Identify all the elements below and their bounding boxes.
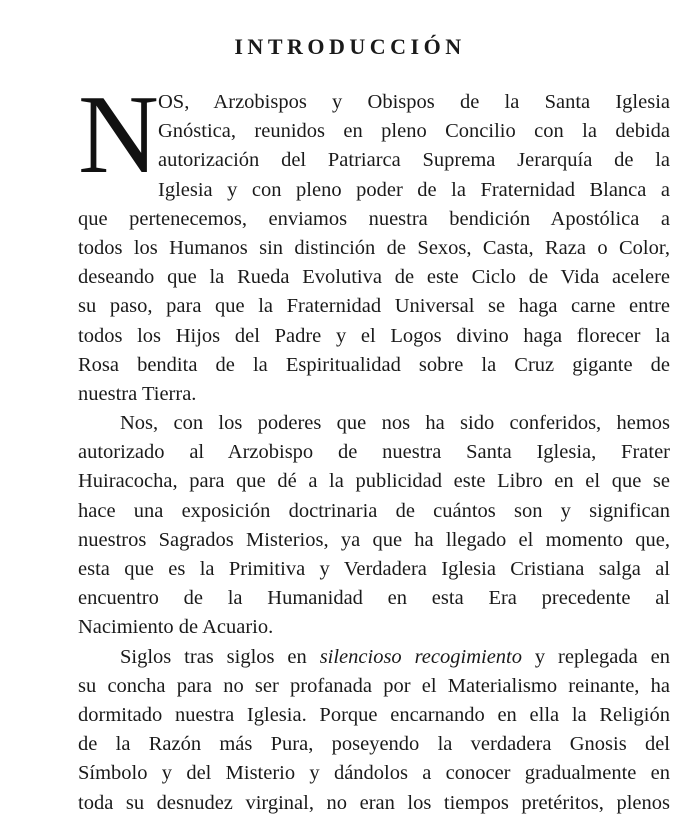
drop-cap: N [78, 73, 159, 197]
text-segment: Siglos tras siglos en [120, 645, 320, 668]
text-line: Símbolo y del Misterio y dándolos a conocer gradualmente en [78, 762, 670, 785]
text-line: Iglesia y con pleno poder de la Fraternidad Blanca a [158, 178, 670, 201]
text-line: hace una exposición doctrinaria de cuántos son y significan [78, 499, 670, 522]
text-line: su concha para no ser profanada por el Materialismo reinante, ha [78, 674, 670, 697]
text-line: encuentro de la Humanidad en esta Era precedente al [78, 587, 670, 610]
text-line: de la Razón más Pura, poseyendo la verdadera Gnosis del [78, 733, 670, 756]
text-line: nuestros Sagrados Misterios, ya que ha llegado el momento que, [78, 528, 670, 551]
text-line: que pertenecemos, enviamos nuestra bendición Apostólica a [78, 207, 670, 230]
document-body [78, 73, 670, 818]
text-line: toda su desnudez virginal, no eran los tiempos pretéritos, plenos [78, 791, 670, 814]
text-line: todos los Humanos sin distinción de Sexos, Casta, Raza o Color, [78, 236, 670, 259]
text-line [78, 643, 670, 672]
text-line: deseando que la Rueda Evolutiva de este Ciclo de Vida acelere [78, 266, 670, 289]
text-line: autorización del Patriarca Suprema Jerarquía de la [158, 149, 670, 172]
italic-text-segment: silencioso recogimiento [319, 645, 522, 668]
text-line: autorizado al Arzobispo de nuestra Santa Iglesia, Frater [78, 441, 670, 464]
text-line: dormitado nuestra Iglesia. Porque encarnando en ella la Religión [78, 703, 670, 726]
text-line: esta que es la Primitiva y Verdadera Iglesia Cristiana salga al [78, 558, 670, 580]
text-line: Rosa bendita de la Espiritualidad sobre la Cruz gigante de [78, 353, 670, 376]
paragraph-2 [78, 409, 670, 643]
text-line: su paso, para que la Fraternidad Universal se haga carne entre [78, 295, 670, 318]
text-line: nuestra Tierra. [78, 382, 197, 405]
text-line: Huiracocha, para que dé a la publicidad este Libro en el que se [78, 470, 670, 493]
text-line: todos los Hijos del Padre y el Logos divino haga florecer la [78, 324, 670, 347]
paragraph-3 [78, 643, 670, 818]
text-segment: y replegada en [522, 645, 670, 668]
text-line: Gnóstica, reunidos en pleno Concilio con la debida [158, 120, 670, 143]
text-line: Nacimiento de Acuario. [78, 616, 274, 639]
page-title: INTRODUCCIÓN [234, 34, 466, 59]
text-line: Nos, con los poderes que nos ha sido conferidos, hemos [120, 412, 670, 435]
paragraph-1 [78, 73, 670, 409]
text-line: OS, Arzobispos y Obispos de la Santa Iglesia [158, 91, 670, 113]
